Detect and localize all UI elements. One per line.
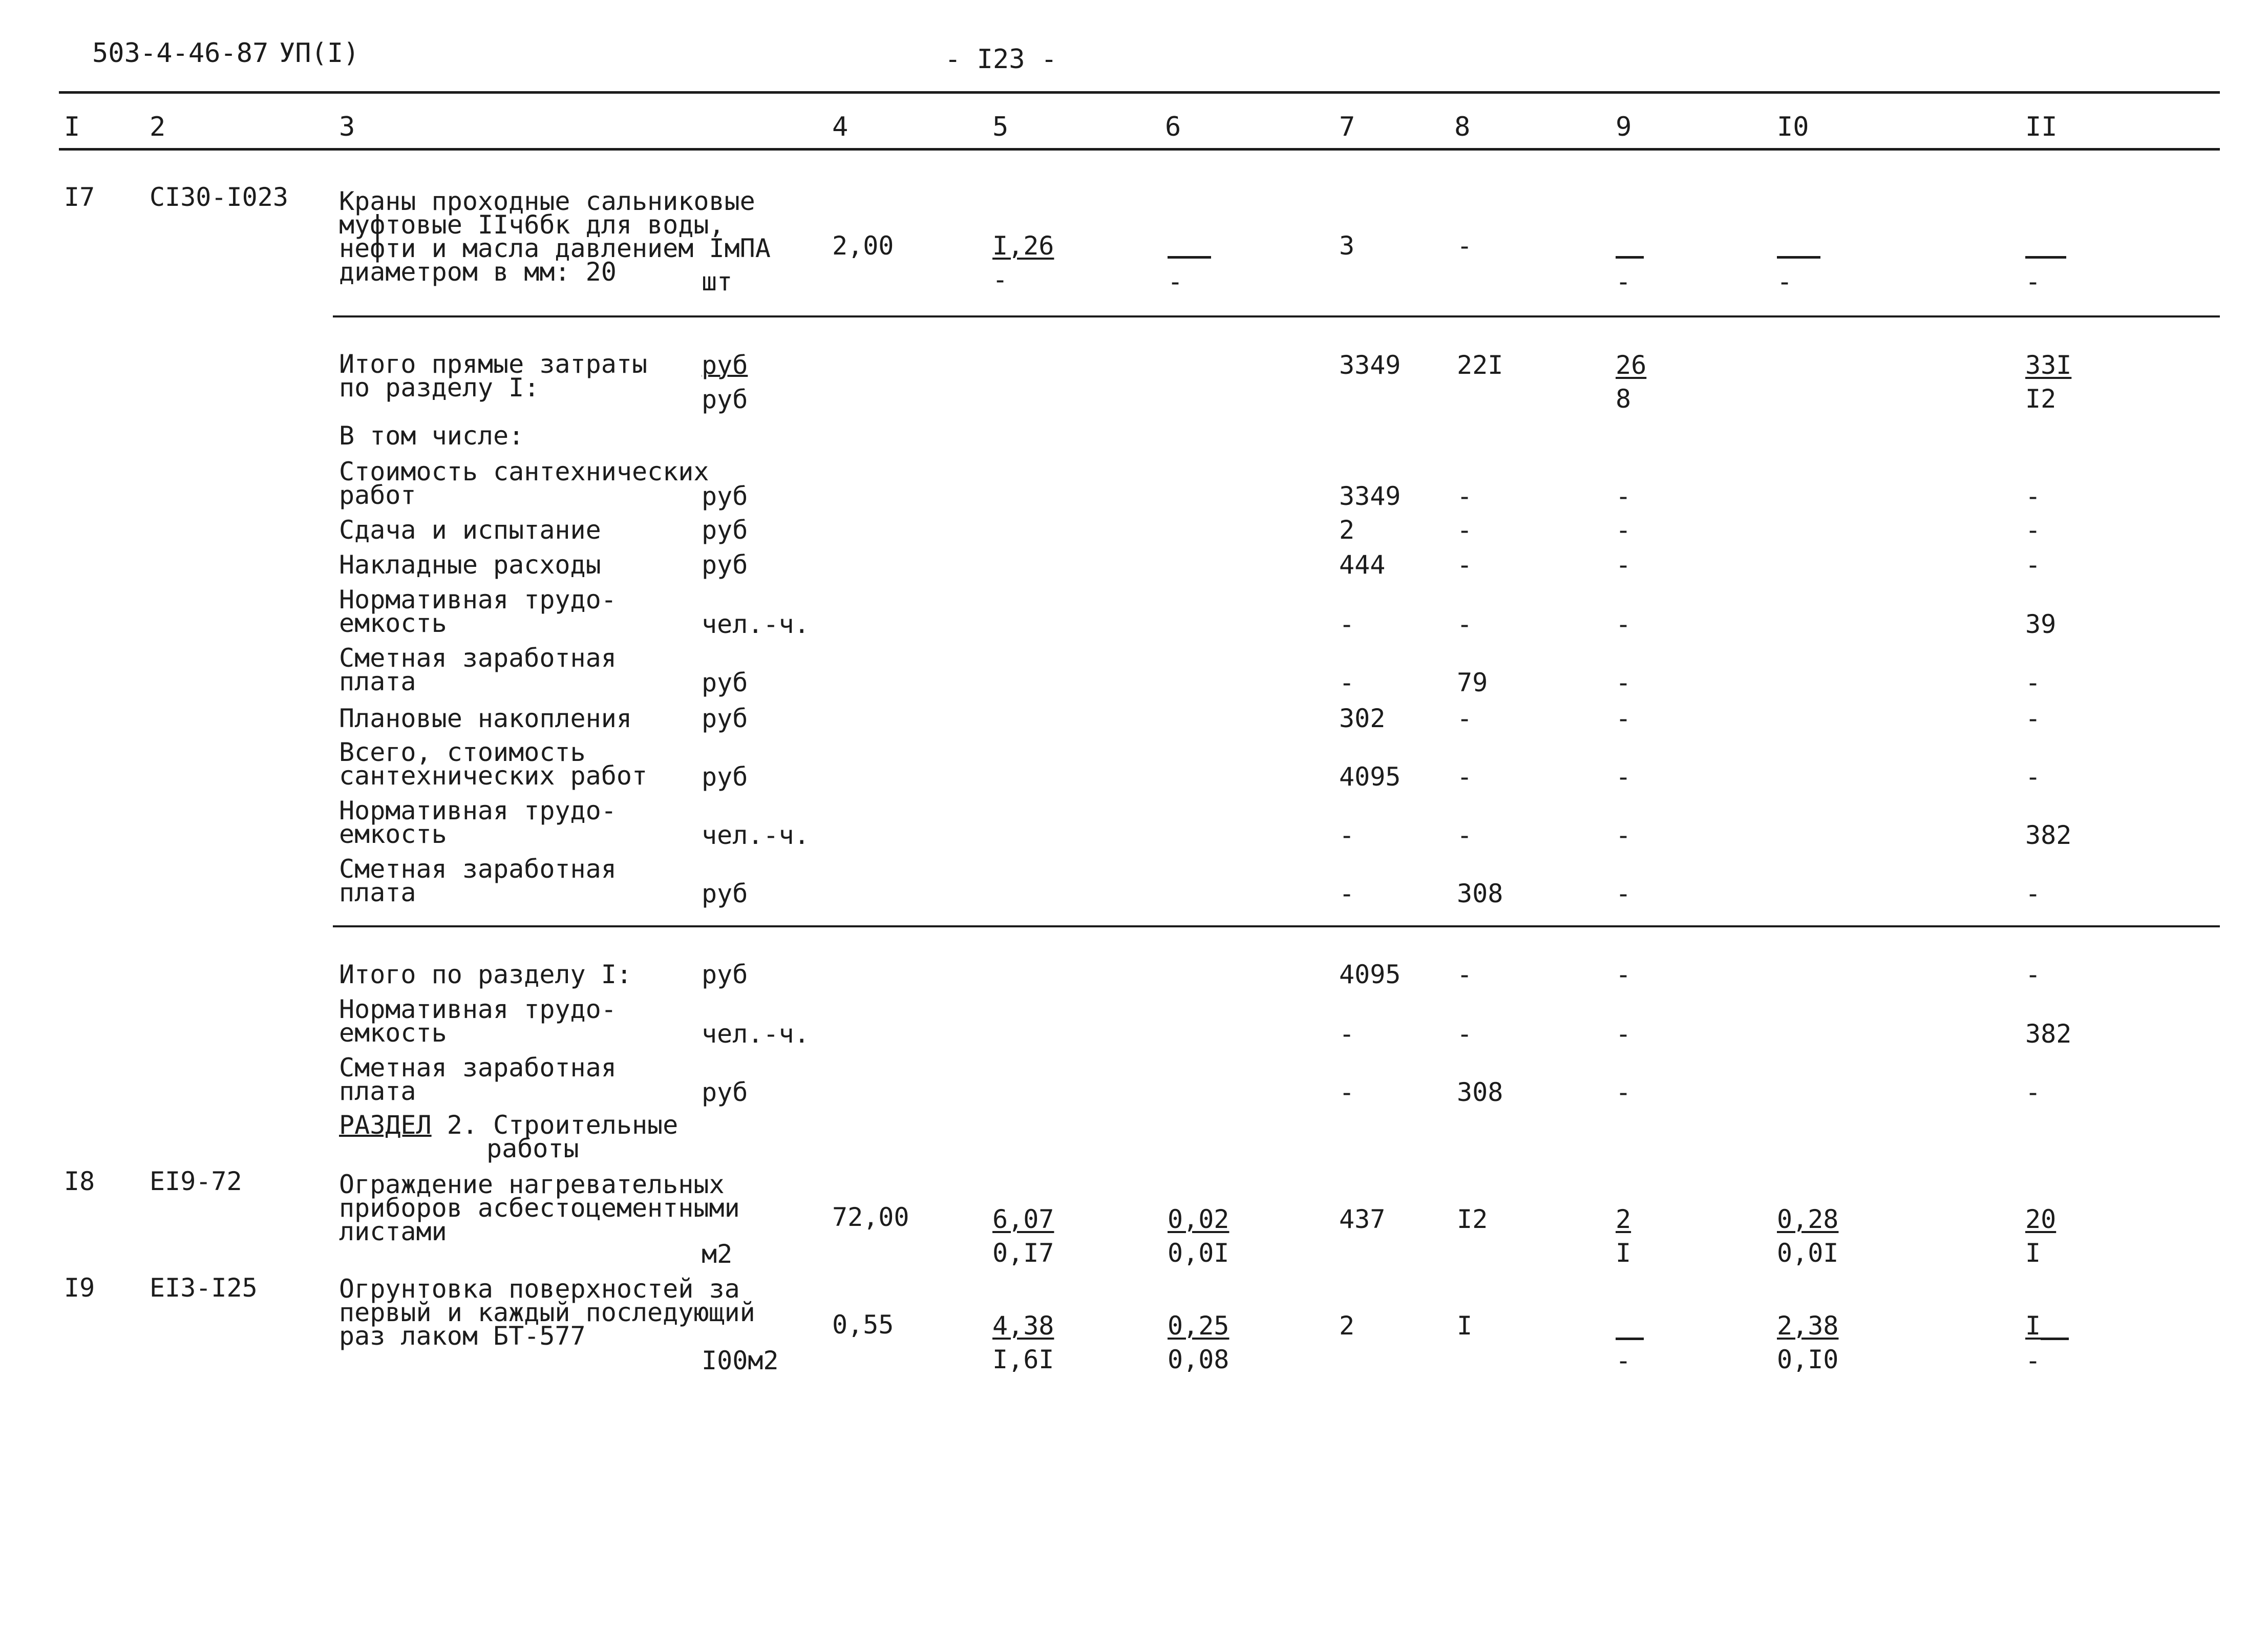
row17-col5-den: -	[992, 265, 1008, 294]
summary-total-wages-col11: -	[2025, 879, 2041, 908]
row18-col10	[1777, 1206, 1838, 1266]
row19-col7: 2	[1339, 1311, 1355, 1341]
summary-plumbing-cost-col11: -	[2025, 481, 2041, 511]
row19-col6-den: 0,08	[1168, 1345, 1230, 1374]
summary-labor-col8: -	[1457, 609, 1473, 639]
summary-wages-label: Сметная заработная плата	[339, 643, 617, 696]
summary-plumbing-cost-unit: руб	[702, 481, 748, 511]
row19-description: Огрунтовка поверхностей за первый и каждый последующий раз лаком БТ-577	[339, 1274, 755, 1351]
summary1-end-rule	[333, 925, 2220, 927]
row17-number: I7	[64, 182, 95, 212]
row19-col5	[992, 1313, 1054, 1372]
row18-col11-num: 20	[2025, 1204, 2057, 1234]
row19-col11-den: -	[2025, 1346, 2041, 1375]
row17-col6-den: -	[1168, 267, 1183, 296]
summary-savings-col7: 302	[1339, 704, 1386, 733]
row17-col5	[992, 233, 1054, 292]
row19-col10-num: 2,38	[1777, 1311, 1839, 1341]
row18-code: EI9-72	[150, 1167, 242, 1196]
summary-labor-unit: чел.-ч.	[702, 609, 810, 639]
row19-unit: I00м2	[702, 1346, 779, 1375]
row18-number: I8	[64, 1167, 95, 1196]
row19-col6	[1168, 1313, 1229, 1372]
section1-wages-label: Сметная заработная плата	[339, 1053, 617, 1106]
table-header-rule	[59, 148, 2220, 151]
summary-direct-costs-col11	[2025, 352, 2071, 412]
row18-col7: 437	[1339, 1204, 1386, 1234]
summary-total-labor-col7: -	[1339, 820, 1355, 850]
summary-total-labor-col9: -	[1616, 820, 1631, 850]
row17-code: CI30-I023	[150, 182, 288, 212]
section1-wages-col11: -	[2025, 1077, 2041, 1107]
row18-col10-den: 0,0I	[1777, 1238, 1839, 1268]
section1-labor-label: Нормативная трудо- емкость	[339, 994, 617, 1048]
summary-total-plumbing-col9: -	[1616, 762, 1631, 792]
col-header-11: II	[2025, 112, 2058, 142]
row17-col11-bar	[2025, 256, 2066, 259]
section2-heading-word: РАЗДЕЛ	[339, 1110, 432, 1140]
row18-unit: м2	[702, 1239, 733, 1269]
section1-total-unit: руб	[702, 960, 748, 989]
summary-plumbing-cost-label: Стоимость сантехнических работ	[339, 457, 709, 510]
summary-labor-col7: -	[1339, 609, 1355, 639]
summary-overhead-label: Накладные расходы	[339, 550, 601, 580]
row18-col9-num: 2	[1616, 1204, 1631, 1234]
summary-total-plumbing-col7: 4095	[1339, 762, 1401, 792]
row17-unit: шт	[702, 267, 733, 296]
summary-savings-col11: -	[2025, 704, 2041, 733]
summary-direct-costs-col9	[1616, 352, 1646, 412]
row19-col8: I	[1457, 1311, 1473, 1341]
col-header-5: 5	[992, 112, 1009, 142]
section1-total-label: Итого по разделу I:	[339, 960, 632, 989]
section1-labor-col7: -	[1339, 1019, 1355, 1049]
summary-total-wages-col8: 308	[1457, 879, 1503, 908]
summary-total-plumbing-col11: -	[2025, 762, 2041, 792]
col-header-10: I0	[1777, 112, 1809, 142]
row18-col9-den: I	[1616, 1238, 1631, 1268]
summary-savings-unit: руб	[702, 704, 748, 733]
col-header-4: 4	[832, 112, 849, 142]
summary-direct-costs-col9-num: 26	[1616, 350, 1647, 380]
row17-quantity: 2,00	[832, 231, 894, 261]
row18-col5	[992, 1206, 1054, 1266]
row17-col6-bar	[1168, 256, 1211, 259]
summary-wages-col8: 79	[1457, 668, 1488, 697]
row17-col7: 3	[1339, 231, 1355, 261]
row18-col10-num: 0,28	[1777, 1204, 1839, 1234]
summary-plumbing-cost-col7: 3349	[1339, 481, 1401, 511]
section2-heading-title: 2. Строительные	[431, 1110, 679, 1140]
summary-overhead-col11: -	[2025, 550, 2041, 580]
row17-col9-den: -	[1616, 267, 1631, 296]
row18-col11-den: I	[2025, 1238, 2041, 1268]
summary-overhead-col7: 444	[1339, 550, 1386, 580]
table-top-rule	[59, 91, 2220, 94]
section2-heading-cont: работы	[486, 1134, 579, 1163]
section1-total-col7: 4095	[1339, 960, 1401, 989]
row19-col11-bar	[2041, 1338, 2069, 1340]
summary-savings-col8: -	[1457, 704, 1473, 733]
col-header-7: 7	[1339, 112, 1355, 142]
summary-testing-col8: -	[1457, 515, 1473, 545]
summary-testing-col7: 2	[1339, 515, 1355, 545]
section1-labor-col11: 382	[2025, 1019, 2072, 1049]
summary-wages-col9: -	[1616, 668, 1631, 697]
row18-col5-num: 6,07	[992, 1204, 1054, 1234]
row18-col9	[1616, 1206, 1631, 1266]
summary-total-plumbing-unit: руб	[702, 762, 748, 792]
summary-labor-col11: 39	[2025, 609, 2057, 639]
col-header-9: 9	[1616, 112, 1632, 142]
col-header-6: 6	[1165, 112, 1181, 142]
col-header-1: I	[64, 112, 80, 142]
summary-savings-label: Плановые накопления	[339, 704, 632, 733]
summary-total-wages-col9: -	[1616, 879, 1631, 908]
col-header-3: 3	[339, 112, 355, 142]
section1-total-col11: -	[2025, 960, 2041, 989]
summary-direct-costs-unit2: руб	[702, 385, 748, 414]
summary-direct-costs-col8: 22I	[1457, 350, 1503, 380]
section1-total-col8: -	[1457, 960, 1473, 989]
row19-col10	[1777, 1313, 1838, 1372]
page-number: - I23 -	[945, 44, 1057, 75]
row18-col5-den: 0,I7	[992, 1238, 1054, 1268]
summary-direct-costs-label: Итого прямые затраты по разделу I:	[339, 349, 648, 402]
row19-col6-num: 0,25	[1168, 1311, 1230, 1341]
summary-total-labor-label: Нормативная трудо- емкость	[339, 796, 617, 849]
summary-wages-col11: -	[2025, 668, 2041, 697]
col-header-2: 2	[150, 112, 166, 142]
summary-overhead-col8: -	[1457, 550, 1473, 580]
row19-col11-num: I	[2025, 1311, 2041, 1341]
summary-overhead-unit: руб	[702, 550, 748, 580]
row18-col8: I2	[1457, 1204, 1488, 1234]
summary-wages-col7: -	[1339, 668, 1355, 697]
summary-plumbing-cost-col8: -	[1457, 481, 1473, 511]
section1-wages-col8: 308	[1457, 1077, 1503, 1107]
summary-plumbing-cost-col9: -	[1616, 481, 1631, 511]
row17-end-rule	[333, 315, 2220, 317]
summary-wages-unit: руб	[702, 668, 748, 697]
section1-labor-unit: чел.-ч.	[702, 1019, 810, 1049]
row19-code: EI3-I25	[150, 1273, 258, 1303]
document-code: 503-4-46-87	[92, 38, 269, 69]
summary-overhead-col9: -	[1616, 550, 1631, 580]
summary-testing-label: Сдача и испытание	[339, 515, 601, 545]
row18-col11	[2025, 1206, 2056, 1266]
row17-col10-den: -	[1777, 267, 1793, 296]
summary-total-wages-col7: -	[1339, 879, 1355, 908]
row19-col10-den: 0,I0	[1777, 1345, 1839, 1374]
row19-col5-num: 4,38	[992, 1311, 1054, 1341]
summary-labor-col9: -	[1616, 609, 1631, 639]
row19-col5-den: I,6I	[992, 1345, 1054, 1374]
summary-total-labor-col11: 382	[2025, 820, 2072, 850]
row17-description: Краны проходные сальниковые муфтовые IIч6бк для воды, нефти и масла давлением IмПА диаметром в мм: 20	[339, 186, 771, 287]
summary-total-wages-unit: руб	[702, 879, 748, 908]
row19-col9-bar	[1616, 1338, 1644, 1340]
section1-labor-col9: -	[1616, 1019, 1631, 1049]
row18-quantity: 72,00	[832, 1202, 909, 1232]
row18-col6-num: 0,02	[1168, 1204, 1230, 1234]
row18-col6	[1168, 1206, 1229, 1266]
row17-col10-bar	[1777, 256, 1820, 259]
row17-col9-bar	[1616, 256, 1644, 259]
summary-total-labor-col8: -	[1457, 820, 1473, 850]
section1-wages-unit: руб	[702, 1077, 748, 1107]
row18-description: Ограждение нагревательных приборов асбестоцементными листами	[339, 1170, 740, 1246]
summary-total-wages-label: Сметная заработная плата	[339, 854, 617, 907]
summary-total-plumbing-label: Всего, стоимость сантехнических работ	[339, 737, 648, 791]
summary-testing-col11: -	[2025, 515, 2041, 545]
section1-wages-col9: -	[1616, 1077, 1631, 1107]
section1-labor-col8: -	[1457, 1019, 1473, 1049]
summary-savings-col9: -	[1616, 704, 1631, 733]
summary-direct-costs-col7: 3349	[1339, 350, 1401, 380]
section1-wages-col7: -	[1339, 1077, 1355, 1107]
summary-labor-label: Нормативная трудо- емкость	[339, 585, 617, 638]
summary-testing-col9: -	[1616, 515, 1631, 545]
row19-quantity: 0,55	[832, 1310, 894, 1340]
document-part: УП(I)	[279, 38, 359, 69]
row17-col8: -	[1457, 231, 1473, 261]
row18-col6-den: 0,0I	[1168, 1238, 1230, 1268]
summary-direct-costs-col9-den: 8	[1616, 384, 1631, 414]
row19-number: I9	[64, 1273, 95, 1303]
summary-total-labor-unit: чел.-ч.	[702, 820, 810, 850]
summary-direct-costs-col11-num: 33I	[2025, 350, 2072, 380]
row19-col9-den: -	[1616, 1346, 1631, 1375]
summary-direct-costs-col11-den: I2	[2025, 384, 2057, 414]
row17-col5-num: I,26	[992, 231, 1054, 261]
section1-total-col9: -	[1616, 960, 1631, 989]
row17-col11-den: -	[2025, 267, 2041, 296]
summary-testing-unit: руб	[702, 515, 748, 545]
summary-direct-costs-unit: руб	[702, 350, 748, 380]
col-header-8: 8	[1454, 112, 1471, 142]
summary-total-plumbing-col8: -	[1457, 762, 1473, 792]
summary-including-label: В том числе:	[339, 421, 524, 451]
